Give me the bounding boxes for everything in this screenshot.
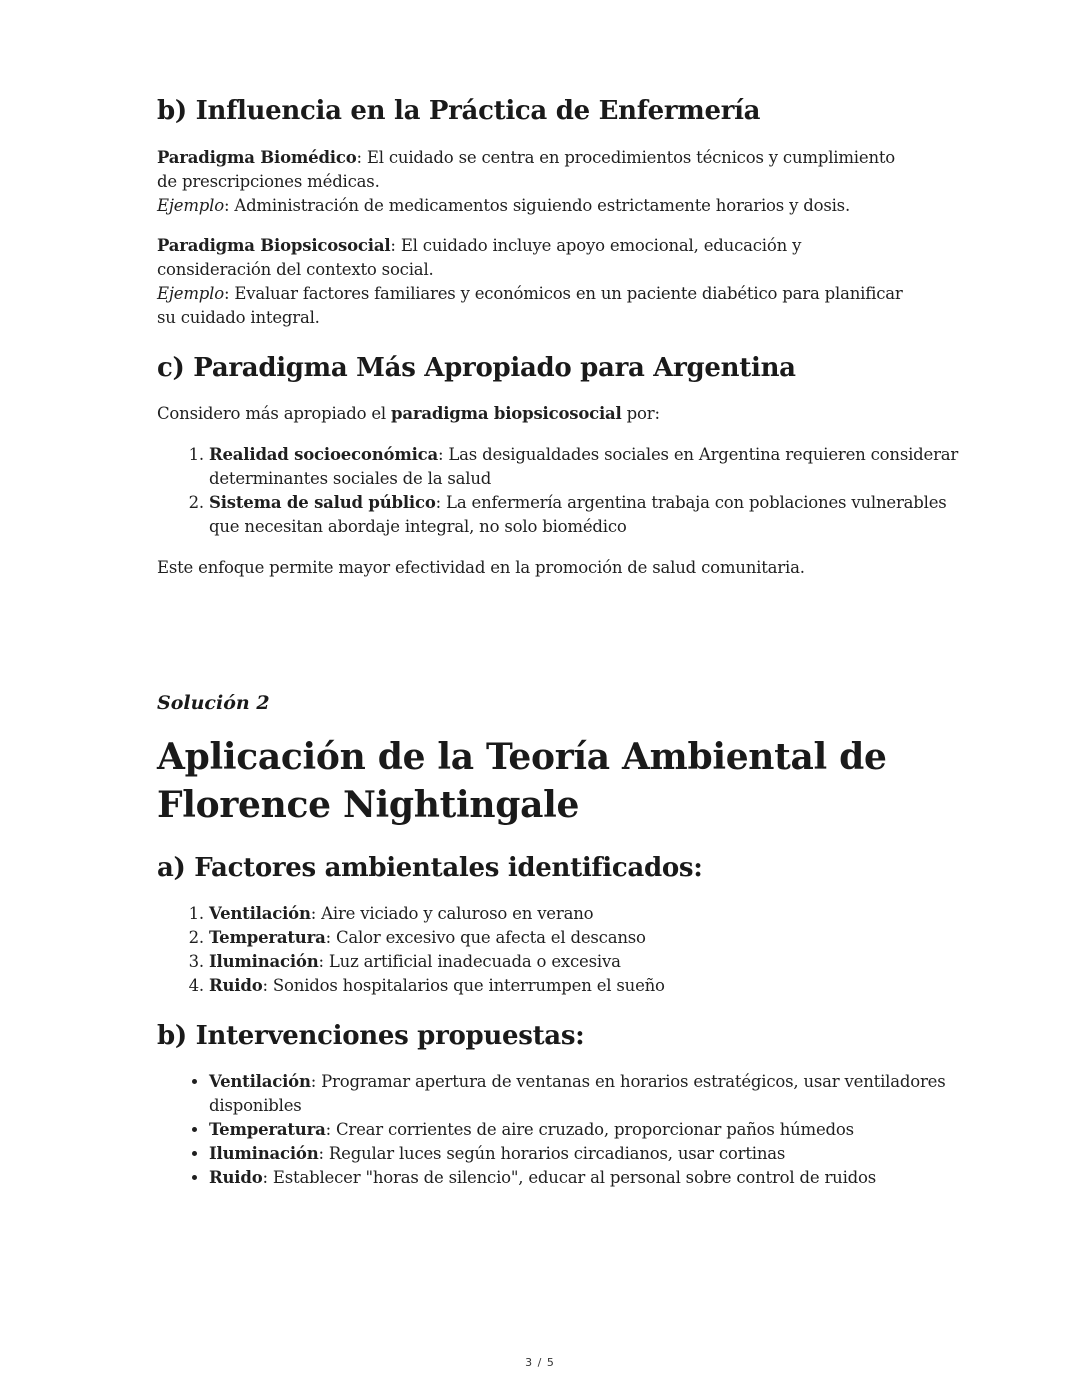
list-item: [209, 1166, 969, 1190]
list-item-term: Ruido: [209, 1168, 263, 1187]
list-item-text: : Luz artificial inadecuada o excesiva: [318, 952, 621, 971]
list-item-text: : Regular luces según horarios circadianos, usar cortinas: [318, 1144, 786, 1163]
list-item: [209, 1070, 969, 1118]
list-item: [209, 1118, 969, 1142]
list-item: [209, 926, 969, 950]
list-item: [209, 1142, 969, 1166]
paragraph-biopsychosocial: [157, 234, 917, 330]
page-indicator: 3 / 5: [525, 1356, 555, 1369]
text-biomedical: : El cuidado se centra en procedimientos técnicos y cumplimiento de prescripciones médicas.: [157, 148, 896, 191]
section-heading-influence: b) Influencia en la Práctica de Enfermería: [157, 96, 761, 126]
example-label-biomedical: Ejemplo: [157, 196, 224, 215]
intro-after: por:: [621, 404, 660, 423]
list-item-term: Realidad socioeconómica: [209, 445, 438, 464]
paragraph-conclusion: Este enfoque permite mayor efectividad en la promoción de salud comunitaria.: [157, 558, 805, 577]
list-item-text: : La enfermería argentina trabaja con poblaciones vulnerables que necesitan abordaje integral, no solo biomédico: [209, 493, 947, 536]
list-item-term: Iluminación: [209, 1144, 319, 1163]
text-biopsychosocial: : El cuidado incluye apoyo emocional, educación y consideración del contexto social.: [157, 236, 802, 279]
intro-before: Considero más apropiado el: [157, 404, 392, 423]
list-item-term: Temperatura: [209, 928, 326, 947]
list-item-term: Ventilación: [209, 904, 311, 923]
paragraph-biomedical: [157, 146, 917, 218]
list-item-text: : Sonidos hospitalarios que interrumpen el sueño: [262, 976, 665, 995]
interventions-list: [157, 1070, 969, 1190]
factors-list: [157, 902, 969, 998]
list-item-term: Ventilación: [209, 1072, 311, 1091]
list-item: [209, 974, 969, 998]
list-item: [209, 443, 969, 491]
example-text-biomedical: : Administración de medicamentos siguiendo estrictamente horarios y dosis.: [223, 196, 850, 215]
list-item-text: : Establecer "horas de silencio", educar al personal sobre control de ruidos: [262, 1168, 877, 1187]
term-biomedical: Paradigma Biomédico: [157, 148, 357, 167]
section-heading-factors: a) Factores ambientales identificados:: [157, 853, 703, 883]
solution-label: Solución 2: [157, 692, 270, 714]
list-item-text: : Programar apertura de ventanas en horarios estratégicos, usar ventiladores disponibles: [209, 1072, 946, 1115]
list-item-text: : Las desigualdades sociales en Argentina requieren considerar determinantes sociales de la salud: [209, 445, 959, 488]
list-item: [209, 491, 969, 539]
list-item-text: : Crear corrientes de aire cruzado, proporcionar paños húmedos: [325, 1120, 854, 1139]
example-label-biopsychosocial: Ejemplo: [157, 284, 224, 303]
page-title: Aplicación de la Teoría Ambiental de Florence Nightingale: [157, 736, 887, 826]
intro-bold: paradigma biopsicosocial: [391, 404, 622, 423]
term-biopsychosocial: Paradigma Biopsicosocial: [157, 236, 391, 255]
list-item-term: Ruido: [209, 976, 263, 995]
list-item-term: Temperatura: [209, 1120, 326, 1139]
list-item: [209, 902, 969, 926]
list-item-term: Iluminación: [209, 952, 319, 971]
list-item-text: : Calor excesivo que afecta el descanso: [325, 928, 646, 947]
example-text-biopsychosocial: : Evaluar factores familiares y económicos en un paciente diabético para planificar su cuidado integral.: [157, 284, 903, 327]
list-item-text: : Aire viciado y caluroso en verano: [310, 904, 594, 923]
paragraph-intro-paradigm: [157, 402, 917, 426]
list-item-term: Sistema de salud público: [209, 493, 436, 512]
section-heading-paradigm: c) Paradigma Más Apropiado para Argentina: [157, 353, 796, 383]
section-heading-interventions: b) Intervenciones propuestas:: [157, 1021, 585, 1051]
list-item: [209, 950, 969, 974]
reasons-list: [157, 443, 969, 539]
